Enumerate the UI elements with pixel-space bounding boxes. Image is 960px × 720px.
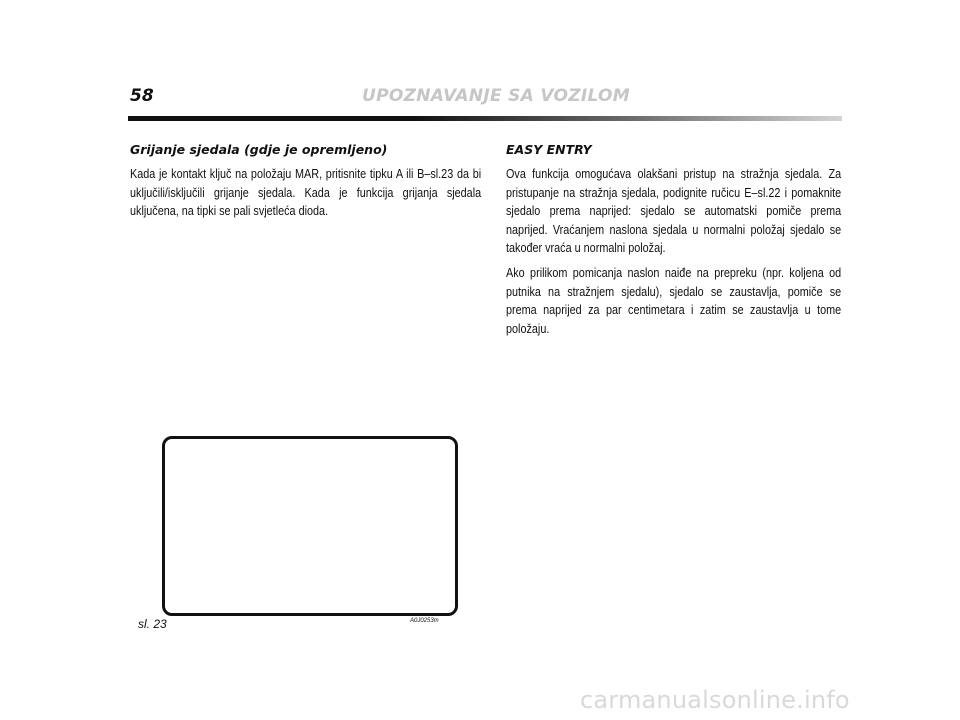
page-number: 58 — [130, 86, 154, 106]
figure-caption: sl. 23 — [138, 617, 167, 631]
header-divider — [128, 116, 842, 121]
watermark: carmanualsonline.info — [580, 686, 850, 714]
section-heading-seat-heating: Grijanje sjedala (gdje je opremljeno) — [130, 142, 388, 157]
right-column — [506, 142, 842, 344]
left-column — [130, 142, 482, 227]
paragraph: Kada je kontakt ključ na položaju MAR, pritisnite tipku A ili B–sl.23 da bi uključili/isključili grijanje sjedala. Kada je funkcija grijanja sjedala uključena, na tipki se pali svjetleća dioda. — [130, 167, 482, 219]
section-heading-easy-entry: EASY ENTRY — [506, 142, 592, 157]
paragraph: Ako prilikom pomicanja naslon naiđe na prepreku (npr. koljena od putnika na stražnjem sjedalu), sjedalo se zaustavlja, pomiče se prema naprijed za par centimetara i zatim se zaustavlja u tome položaju. — [506, 265, 842, 336]
figure-code: A0J0253m — [410, 618, 439, 624]
paragraph: Ova funkcija omogućava olakšani pristup na stražnja sjedala. Za pristupanje na stražnja sjedala, podignite ručicu E–sl.22 i pomaknite sjedalo prema naprijed: sjedalo se automatski pomiče prema naprijed. Vraćanjem naslona sjedala u normalni položaj sjedalo se također vraća u normalni položaj. — [506, 167, 842, 256]
section-title: UPOZNAVANJE SA VOZILOM — [362, 86, 630, 106]
figure-frame — [162, 436, 458, 616]
